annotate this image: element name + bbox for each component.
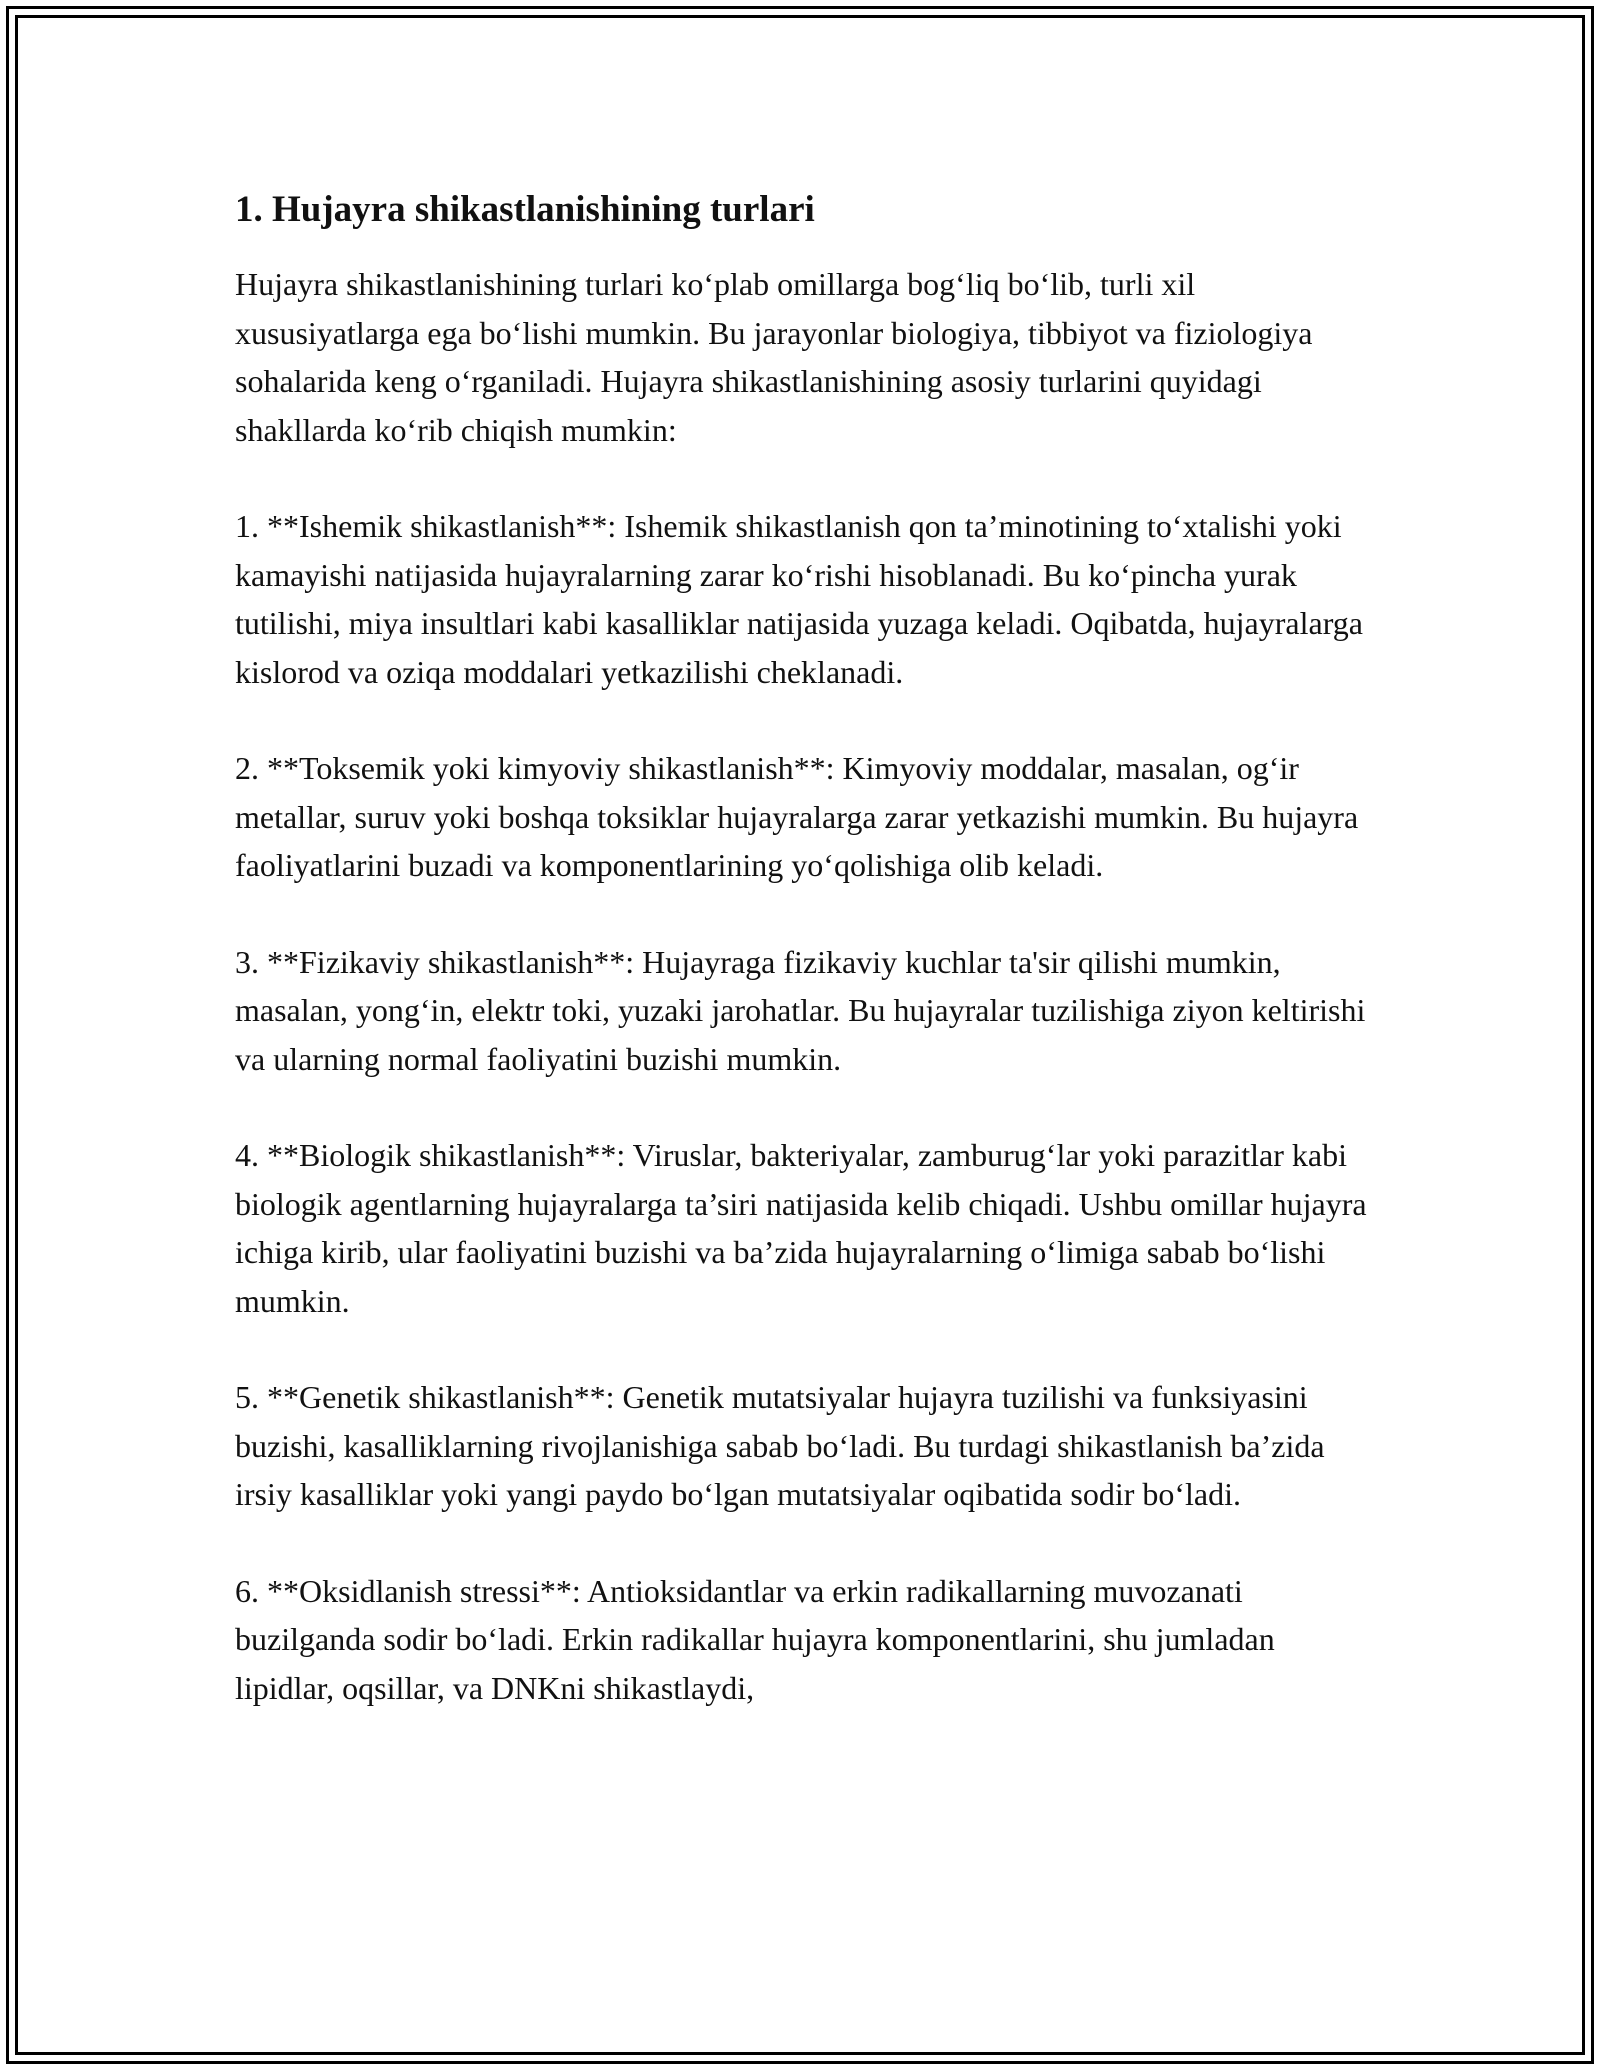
list-item-toksemik: 2. **Toksemik yoki kimyoviy shikastlanish**: Kimyoviy moddalar, masalan, og‘ir metallar, suruv yoki boshqa toksiklar hujayralarga zarar yetkazishi mumkin. Bu hujayra faoliyatlarini buzadi va komponentlarining yo‘qolishiga olib keladi.	[235, 750, 1359, 883]
document-body	[235, 186, 1375, 1760]
list-item-oksidlanish: 6. **Oksidlanish stressi**: Antioksidantlar va erkin radikallarning muvozanati buzilganda sodir bo‘ladi. Erkin radikallar hujayra komponentlarini, shu jumladan lipidlar, oqsillar, va DNKni shikastlaydi,	[235, 1572, 1275, 1706]
list-item-biologik: 4. **Biologik shikastlanish**: Viruslar, bakteriyalar, zamburug‘lar yoki parazitlar kabi biologik agentlarning hujayralarga ta’siri natijasida kelib chiqadi. Ushbu omillar hujayra ichiga kirib, ular faoliyatini buzishi va ba’zida hujayralarning o‘limiga sabab bo‘lishi mumkin.	[235, 1137, 1367, 1319]
list-item-genetik: 5. **Genetik shikastlanish**: Genetik mutatsiyalar hujayra tuzilishi va funksiyasini buzishi, kasalliklarning rivojlanishiga sabab bo‘ladi. Bu turdagi shikastlanish ba’zida irsiy kasalliklar yoki yangi paydo bo‘lgan mutatsiyalar oqibatida sodir bo‘ladi.	[235, 1379, 1325, 1512]
intro-paragraph: Hujayra shikastlanishining turlari ko‘plab omillarga bog‘liq bo‘lib, turli xil xususiyatlarga ega bo‘lishi mumkin. Bu jarayonlar biologiya, tibbiyot va fiziologiya sohalarida keng o‘rganiladi. Hujayra shikastlanishining asosiy turlarini quyidagi shakllarda ko‘rib chiqish mumkin:	[235, 266, 1313, 448]
section-heading: 1. Hujayra shikastlanishining turlari	[235, 189, 815, 230]
list-item-ishemik: 1. **Ishemik shikastlanish**: Ishemik shikastlanish qon ta’minotining to‘xtalishi yoki kamayishi natijasida hujayralarning zarar ko‘rishi hisoblanadi. Bu ko‘pincha yurak tutilishi, miya insultlari kabi kasalliklar natijasida yuzaga keladi. Oqibatda, hujayralarga kislorod va oziqa moddalari yetkazilishi cheklanadi.	[235, 508, 1363, 690]
list-item-fizikaviy: 3. **Fizikaviy shikastlanish**: Hujayraga fizikaviy kuchlar ta'sir qilishi mumkin, masalan, yong‘in, elektr toki, yuzaki jarohatlar. Bu hujayralar tuzilishiga ziyon keltirishi va ularning normal faoliyatini buzishi mumkin.	[235, 943, 1366, 1077]
